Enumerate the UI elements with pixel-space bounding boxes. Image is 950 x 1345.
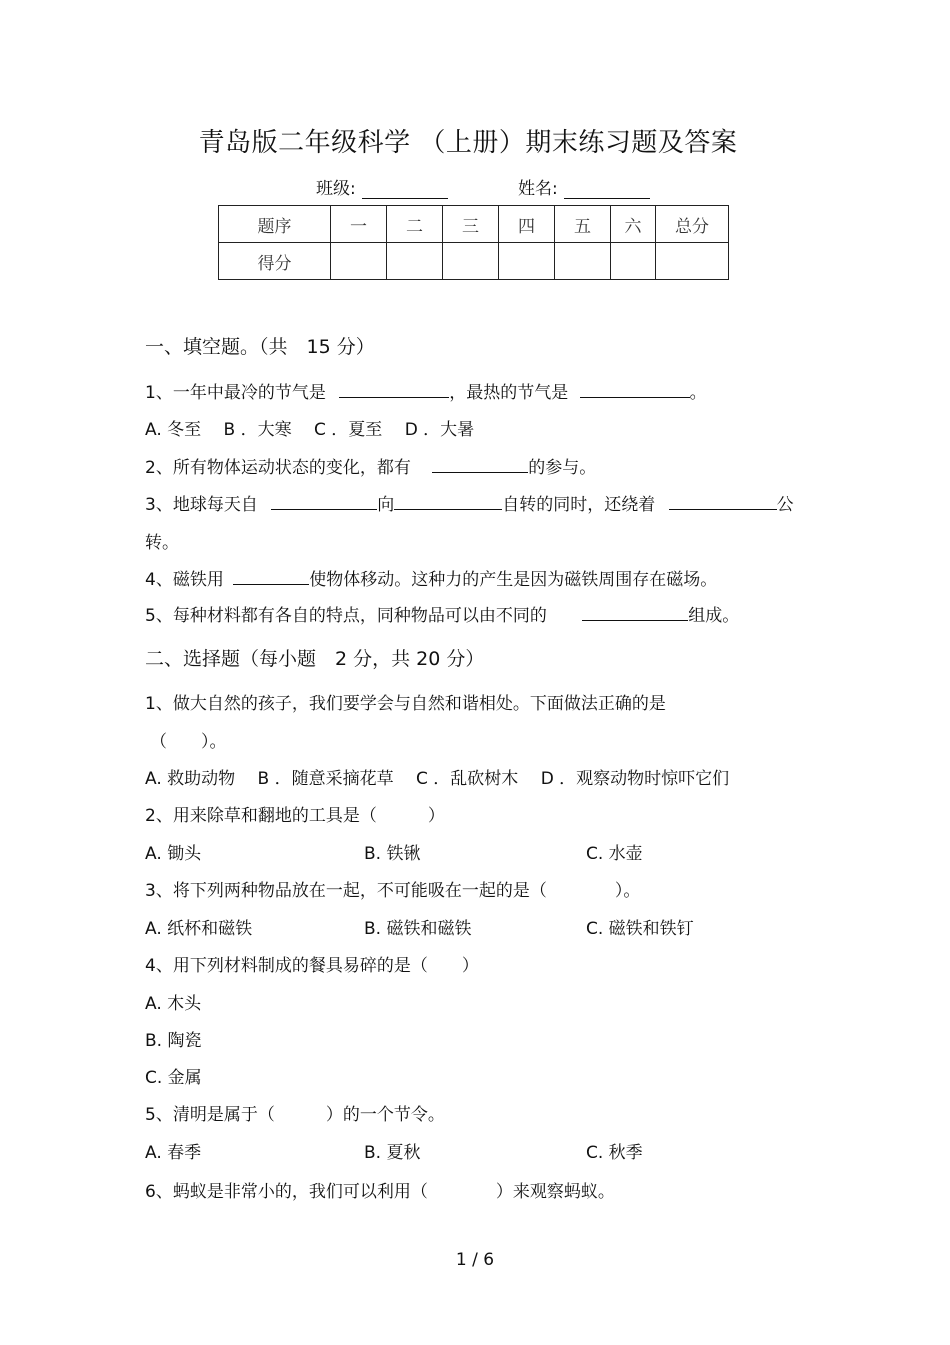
s1-q3-text-d: 公 [776, 495, 794, 515]
s1-q2-blank[interactable] [432, 456, 528, 473]
score-cell[interactable] [387, 243, 443, 280]
score-table-header-row [219, 206, 729, 243]
s1-q2-text-a: 2、所有物体运动状态的变化，都有 [145, 458, 411, 478]
score-cell[interactable] [443, 243, 499, 280]
s1-q3-continuation: 转。 [145, 533, 179, 553]
s2-q5-option-c[interactable]: C. 秋季 [586, 1143, 643, 1163]
page-number: 1 / 6 [455, 1250, 495, 1270]
s1-question-3 [145, 490, 794, 515]
s2-q3-option-b[interactable]: B. 磁铁和磁铁 [364, 919, 472, 939]
score-cell[interactable] [555, 243, 611, 280]
header-cell: 四 [499, 206, 555, 243]
s2-q4-option-c[interactable]: C. 金属 [145, 1068, 202, 1088]
s1-q5-blank[interactable] [582, 604, 688, 621]
s1-q5-text-b: 组成。 [688, 606, 740, 626]
s1-q3-blank-3[interactable] [669, 493, 777, 510]
class-blank[interactable] [362, 180, 448, 199]
s1-q3-text-c: 自转的同时，还绕着 [502, 495, 656, 515]
s1-question-4 [145, 565, 717, 590]
s2-q3-option-c[interactable]: C. 磁铁和铁钉 [586, 919, 694, 939]
s2-q1-answer-paren[interactable]: （ ）。 [150, 732, 227, 752]
header-cell: 二 [387, 206, 443, 243]
s1-q1-text-b: ，最热的节气是 [449, 383, 569, 403]
header-cell: 六 [611, 206, 656, 243]
score-table-score-row [219, 243, 729, 280]
score-cell[interactable] [611, 243, 656, 280]
score-cell[interactable] [656, 243, 729, 280]
class-label: 班级: [316, 179, 356, 199]
s2-question-6: 6、蚂蚁是非常小的，我们可以利用（ ）来观察蚂蚁。 [145, 1182, 615, 1202]
section2-heading: 二、选择题（每小题 2 分，共 20 分） [145, 648, 485, 670]
s1-q1-text-a: 1、一年中最冷的节气是 [145, 383, 326, 403]
s2-q2-option-c[interactable]: C. 水壶 [586, 844, 643, 864]
s2-q4-option-a[interactable]: A. 木头 [145, 994, 202, 1014]
header-cell: 一 [331, 206, 387, 243]
s1-question-1 [145, 378, 707, 403]
s1-q1-options: A. 冬至 B ．大寒 C ．夏至 D ．大暑 [145, 420, 475, 440]
s2-q4-option-b[interactable]: B. 陶瓷 [145, 1031, 202, 1051]
s1-question-5 [145, 601, 739, 626]
s1-question-2 [145, 453, 596, 478]
s1-q4-text-a: 4、磁铁用 [145, 570, 224, 590]
header-cell: 题序 [219, 206, 331, 243]
s2-q2-option-b[interactable]: B. 铁锹 [364, 844, 421, 864]
document-title: 青岛版二年级科学 （上册）期末练习题及答案 [198, 128, 738, 158]
s2-q5-option-a[interactable]: A. 春季 [145, 1143, 202, 1163]
s2-question-5: 5、清明是属于（ ）的一个节令。 [145, 1105, 445, 1125]
score-row-label: 得分 [219, 243, 331, 280]
s1-q1-text-c: 。 [689, 383, 707, 403]
name-field [518, 174, 650, 199]
score-table [218, 205, 729, 280]
s2-q5-option-b[interactable]: B. 夏秋 [364, 1143, 421, 1163]
score-cell[interactable] [331, 243, 387, 280]
s1-q2-text-b: 的参与。 [528, 458, 597, 478]
s1-q3-blank-2[interactable] [394, 493, 502, 510]
header-cell: 三 [443, 206, 499, 243]
header-cell: 五 [555, 206, 611, 243]
s1-q3-text-a: 3、地球每天自 [145, 495, 258, 515]
header-cell: 总分 [656, 206, 729, 243]
s2-question-3: 3、将下列两种物品放在一起，不可能吸在一起的是（ ）。 [145, 881, 641, 901]
name-label: 姓名: [518, 179, 558, 199]
s1-q3-text-b: 向 [377, 495, 395, 515]
s1-q3-blank-1[interactable] [271, 493, 377, 510]
s2-question-1: 1、做大自然的孩子，我们要学会与自然和谐相处。下面做法正确的是 [145, 694, 666, 714]
s2-question-2: 2、用来除草和翻地的工具是（ ） [145, 806, 445, 826]
s2-question-4: 4、用下列材料制成的餐具易碎的是（ ） [145, 956, 479, 976]
s1-q5-text-a: 5、每种材料都有各自的特点，同种物品可以由不同的 [145, 606, 547, 626]
s1-q1-blank-2[interactable] [580, 381, 690, 398]
score-cell[interactable] [499, 243, 555, 280]
s1-q1-blank-1[interactable] [339, 381, 449, 398]
s1-q4-blank[interactable] [233, 568, 309, 585]
section1-heading: 一、填空题。（共 15 分） [145, 336, 375, 358]
s2-q3-option-a[interactable]: A. 纸杯和磁铁 [145, 919, 253, 939]
class-field [316, 174, 448, 199]
s1-q4-text-b: 使物体移动。这种力的产生是因为磁铁周围存在磁场。 [309, 570, 718, 590]
s2-q2-option-a[interactable]: A. 锄头 [145, 844, 202, 864]
s2-q1-options: A. 救助动物 B ．随意采摘花草 C ．乱砍树木 D ．观察动物时惊吓它们 [145, 769, 730, 789]
name-blank[interactable] [564, 180, 650, 199]
